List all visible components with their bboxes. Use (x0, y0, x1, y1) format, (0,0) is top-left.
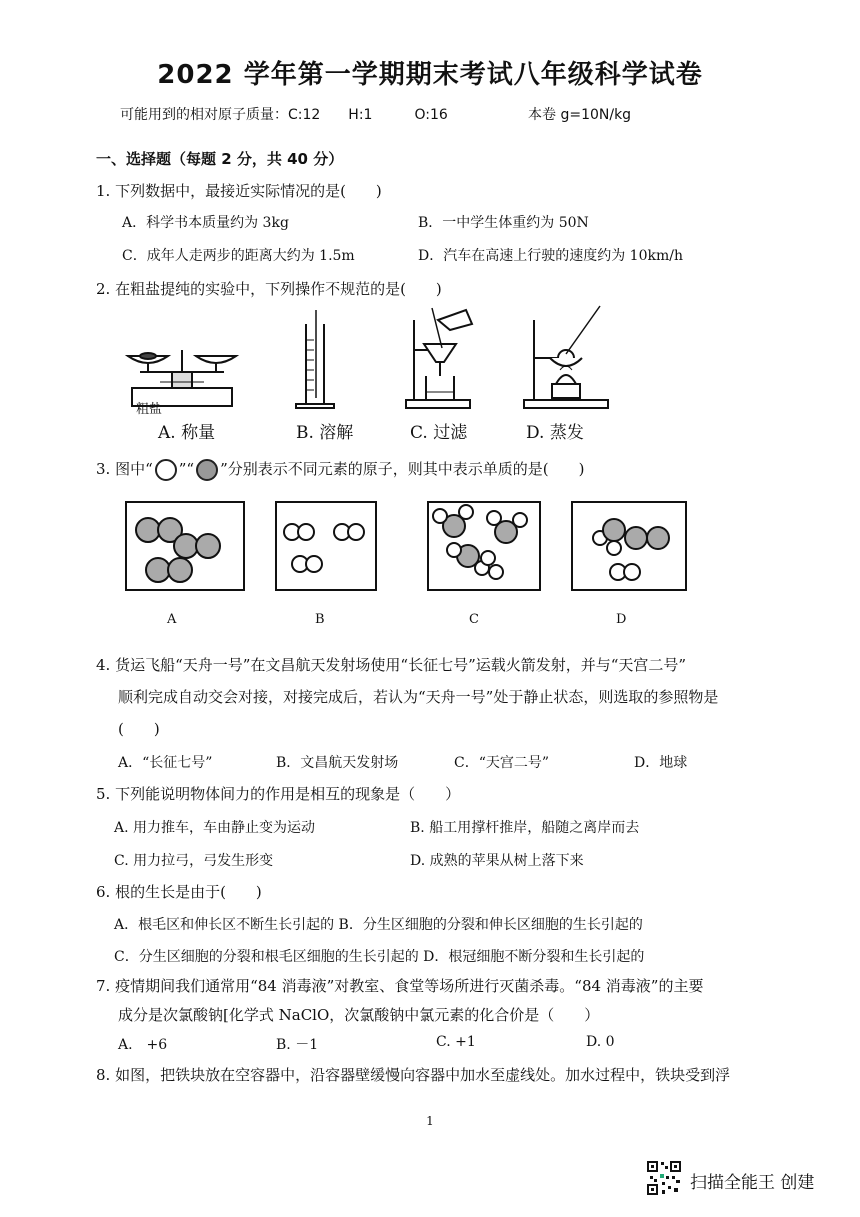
q5-option-b: B. 船工用撑杆推岸，船随之离岸而去 (410, 820, 640, 836)
q5-stem: 5. 下列能说明物体间力的作用是相互的现象是（ ） (96, 785, 461, 803)
q6-options-ab: A．根毛区和伸长区不断生长引起的 B．分生区细胞的分裂和伸长区细胞的生长引起的 (114, 917, 643, 933)
q5-option-a: A. 用力推车，车由静止变为运动 (114, 820, 316, 836)
gray-atom-symbol (196, 459, 218, 481)
q2-caption-d: D. 蒸发 (526, 423, 584, 443)
q1-option-b: B．一中学生体重约为 50N (418, 215, 589, 231)
atomic-masses: 可能用到的相对原子质量：C:12 H:1 O:16 (120, 107, 448, 123)
section-heading: 一、选择题（每题 2 分，共 40 分） (96, 150, 344, 168)
q2-apparatus-figure (120, 300, 640, 420)
qr-code-icon (646, 1160, 682, 1196)
q4-line-1: 4. 货运飞船“天舟一号”在文昌航天发射场使用“长征七号”运载火箭发射，并与“天宫二号” (96, 656, 687, 674)
q1-option-a: A．科学书本质量约为 3kg (122, 215, 289, 231)
evaporation-setup-drawing (524, 306, 608, 408)
q7-option-b: B. －1 (276, 1037, 319, 1053)
q1-stem: 1. 下列数据中，最接近实际情况的是( ) (96, 182, 382, 200)
q4-option-c: C．“天宫二号” (454, 755, 550, 771)
q4-line-3: ( ) (118, 720, 160, 738)
q5-option-d: D. 成熟的苹果从树上落下来 (410, 853, 584, 869)
q3-label-d: D (616, 612, 627, 627)
q2-caption-a: A. 称量 (158, 423, 216, 443)
box-b (276, 502, 376, 590)
q6-options-cd: C．分生区细胞的分裂和根毛区细胞的生长引起的 D．根冠细胞不断分裂和生长引起的 (114, 949, 645, 965)
q7-option-d: D. 0 (586, 1034, 615, 1050)
q3-label-a: A (167, 612, 177, 627)
q2-caption-c: C. 过滤 (410, 423, 468, 443)
q7-line-2: 成分是次氯酸钠[化学式 NaClO，次氯酸钠中氯元素的化合价是（ ） (118, 1006, 600, 1024)
scanner-watermark-text: 扫描全能王 创建 (690, 1173, 815, 1193)
q7-option-a: A. +6 (118, 1037, 168, 1053)
q8-line-1: 8. 如图，把铁块放在空容器中，沿容器壁缓慢向容器中加水至虚线处。加水过程中，铁块受到浮 (96, 1066, 731, 1084)
q1-option-d: D．汽车在高速上行驶的速度约为 10km/h (418, 248, 683, 264)
gravity-note: 本卷 g=10N/kg (528, 107, 632, 123)
q7-option-c: C. +1 (436, 1034, 476, 1050)
q4-option-d: D．地球 (634, 755, 688, 771)
white-atom-symbol (155, 459, 177, 481)
graduated-cylinder-drawing (296, 310, 334, 408)
q3-molecule-figure (120, 498, 700, 598)
q1-option-c: C．成年人走两步的距离大约为 1.5m (122, 248, 355, 264)
exam-title: 2022 学年第一学期期末考试八年级科学试卷 (157, 60, 703, 90)
filtration-setup-drawing (406, 308, 472, 408)
q2-stem: 2. 在粗盐提纯的实验中，下列操作不规范的是( ) (96, 280, 442, 298)
q4-option-a: A．“长征七号” (118, 755, 213, 771)
q3-stem: 3. 图中“ ”“ ”分别表示不同元素的原子，则其中表示单质的是( ) (96, 458, 584, 481)
q4-option-b: B．文昌航天发射场 (276, 755, 399, 771)
q3-label-c: C (469, 612, 479, 627)
q3-label-b: B (315, 612, 325, 627)
q2-salt-label: 粗盐 (136, 402, 163, 417)
q6-stem: 6. 根的生长是由于( ) (96, 883, 262, 901)
q7-line-1: 7. 疫情期间我们通常用“84 消毒液”对教室、食堂等场所进行灭菌杀毒。“84 消毒液”的主要 (96, 977, 704, 995)
q2-caption-b: B. 溶解 (296, 423, 354, 443)
page-number: 1 (426, 1114, 434, 1128)
q5-option-c: C. 用力拉弓，弓发生形变 (114, 853, 274, 869)
q4-line-2: 顺利完成自动交会对接，对接完成后，若认为“天舟一号”处于静止状态，则选取的参照物是 (118, 688, 719, 706)
